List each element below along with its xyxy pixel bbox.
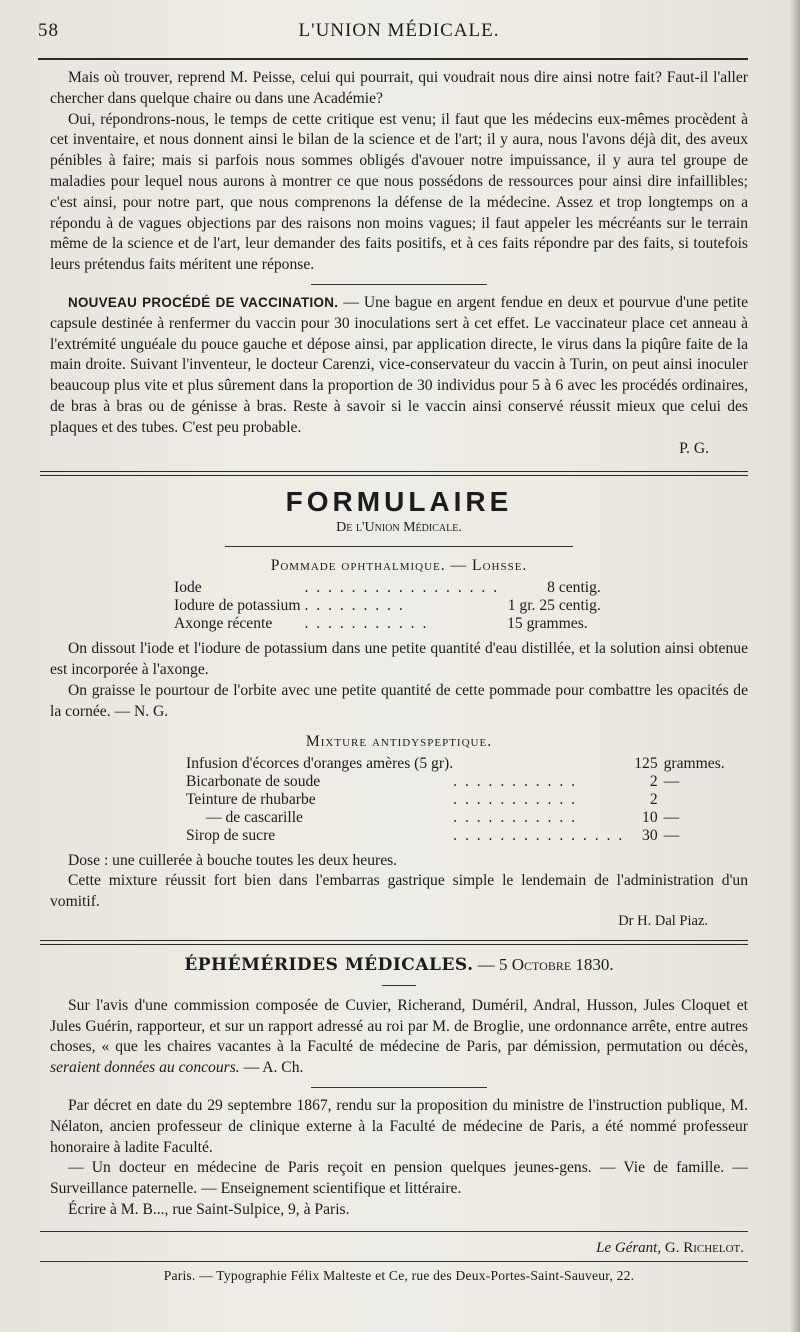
ingredient-quantity: 2 bbox=[649, 790, 658, 808]
table-row bbox=[174, 615, 601, 633]
leader-dots: . . . . . . . . . . . . . . . . . bbox=[304, 579, 500, 597]
recipe1-paragraph-1: On dissout l'iode et l'iodure de potassium dans une petite quantité d'eau distillée, et la solution ainsi obtenue est incorporée à l'axonge. bbox=[50, 640, 748, 679]
formulaire-rule bbox=[225, 546, 573, 547]
ingredient-unit: — bbox=[663, 826, 680, 844]
ephemerides-text-start: Sur l'avis d'une commission composée de Cuvier, Richerand, Duméril, Andral, Husson, Jules Cloquet et Jules Guérin, rapporteur, et sur un rapport adressé au roi par M. de Broglie, une ordonnance arrête, entre autres choses, « que les chaires vacantes à la Faculté de médecine de Paris, par démission, permutation ou décès, bbox=[50, 996, 748, 1056]
ingredient-name: Axonge récente bbox=[174, 615, 273, 633]
ephemerides-date: — 5 Octobre 1830. bbox=[473, 954, 614, 974]
ephemerides-rule bbox=[382, 985, 416, 986]
ingredient-unit: — bbox=[663, 808, 680, 826]
table-row bbox=[186, 827, 725, 845]
ingredient-name: Iode bbox=[174, 579, 202, 597]
ingredient-unit: grammes. bbox=[663, 754, 725, 772]
recipe2-title: Mixture antidyspeptique. bbox=[305, 732, 493, 750]
double-rule bbox=[40, 940, 748, 945]
table-row bbox=[186, 755, 725, 773]
leader-dots: . . . . . . . . . . . bbox=[304, 615, 429, 633]
double-rule bbox=[40, 471, 748, 476]
ingredient-quantity: 30 bbox=[642, 826, 658, 844]
ingredient-quantity: 15 grammes. bbox=[507, 615, 588, 633]
gerant-label: Le Gérant, bbox=[596, 1239, 662, 1256]
ingredient-name: — de cascarille bbox=[206, 808, 303, 826]
section-divider bbox=[311, 284, 487, 285]
footer-rule bbox=[40, 1231, 748, 1232]
ingredient-name: Bicarbonate de soude bbox=[186, 772, 321, 790]
recipe2-signature: Dr H. Dal Piaz. bbox=[618, 912, 708, 929]
ingredient-name: Infusion d'écorces d'oranges amères (5 gr). bbox=[186, 754, 454, 772]
ingredient-name: Teinture de rhubarbe bbox=[186, 790, 316, 808]
vaccination-article bbox=[50, 293, 748, 439]
table-row bbox=[186, 773, 725, 791]
footer-rule bbox=[40, 1261, 748, 1262]
vaccination-text: — Une bague en argent fendue en deux et pourvue d'une petite capsule destinée à renfermer du vaccin pour 30 inoculations sert à cet effet. Le vaccinateur place cet anneau à l'extrémité unguéale du pouce gauche et dépose ainsi, par application directe, le virus dans la piqûre faite de la main droite. Suivant l'inventeur, le docteur Carenzi, vice-conservateur du vaccin à Turin, on peut ainsi inoculer beaucoup plus vite et plus sûrement dans la proportion de 30 individus pour 5 à 6 avec les procédés ordinaires, de bras à bras ou de génisse à bras. Reste à savoir si le vaccin ainsi conservé réussit mieux que celui des plaques et des tubes. C'est peu probable. bbox=[50, 293, 748, 436]
ingredient-unit: — bbox=[663, 772, 680, 790]
intro-paragraph-1: Mais où trouver, reprend M. Peisse, celui qui pourrait, qui voudrait nous dire ainsi notre fait? Faut-il l'aller chercher dans quelque chaire ou dans une Académie? bbox=[50, 69, 748, 107]
news-paragraph-3: Écrire à M. B..., rue Saint-Sulpice, 9, à Paris. bbox=[68, 1200, 350, 1218]
section-divider bbox=[311, 1087, 487, 1088]
recipe2-table bbox=[186, 755, 725, 845]
ingredient-name: Iodure de potassium bbox=[174, 597, 301, 615]
news-paragraph-1: Par décret en date du 29 septembre 1867, rendu sur la proposition du ministre de l'instruction publique, M. Nélaton, ancien professeur de clinique externe à la Faculté de médecine de Paris, a été nommé professeur honoraire à ladite Faculté. bbox=[50, 1096, 748, 1156]
table-row bbox=[186, 809, 725, 827]
leader-dots: . . . . . . . . . bbox=[304, 597, 405, 615]
table-row bbox=[174, 579, 601, 597]
ingredient-quantity: 2 bbox=[649, 772, 658, 790]
recipe1-table bbox=[174, 579, 601, 633]
vaccination-signature-text: P. G. bbox=[679, 439, 710, 457]
header-rule bbox=[38, 58, 748, 60]
recipe2-paragraph-2: Cette mixture réussit fort bien dans l'embarras gastrique simple le lendemain de l'administration d'un vomitif. bbox=[50, 872, 748, 911]
leader-dots bbox=[453, 755, 624, 773]
leader-dots: . . . . . . . . . . . bbox=[453, 808, 578, 826]
ingredient-quantity: 8 centig. bbox=[547, 579, 601, 597]
gerant-line bbox=[50, 1240, 748, 1257]
ingredient-quantity: 1 gr. 25 centig. bbox=[507, 597, 601, 615]
news-paragraph-2: — Un docteur en médecine de Paris reçoit en pension quelques jeunes-gens. — Vie de famille. — Surveillance paternelle. — Enseignement scientifique et littéraire. bbox=[50, 1159, 748, 1198]
imprint: Paris. — Typographie Félix Malteste et Ce, rue des Deux-Portes-Saint-Sauveur, 22. bbox=[163, 1267, 635, 1283]
ingredient-quantity: 125 bbox=[634, 754, 658, 772]
ephemerides-text-end: — A. Ch. bbox=[239, 1059, 304, 1077]
ingredient-quantity: 10 bbox=[642, 808, 658, 826]
formulaire-subtitle: De l'Union Médicale. bbox=[336, 520, 462, 536]
running-header bbox=[38, 14, 748, 44]
leader-dots: . . . . . . . . . . . . . . . bbox=[453, 826, 625, 844]
gerant-name: G. Richelot. bbox=[661, 1239, 744, 1256]
leader-dots: . . . . . . . . . . . bbox=[453, 772, 578, 790]
vaccination-heading: NOUVEAU PROCÉDÉ DE VACCINATION. bbox=[68, 294, 339, 310]
table-row bbox=[186, 791, 725, 809]
recipe1-title: Pommade ophthalmique. — Lohsse. bbox=[270, 557, 528, 575]
vaccination-signature bbox=[50, 439, 748, 460]
ephemerides-paragraph bbox=[50, 996, 748, 1079]
ingredient-unit bbox=[664, 791, 725, 809]
formulaire-title: FORMULAIRE bbox=[285, 486, 513, 518]
page-edge-shadow bbox=[790, 0, 800, 1332]
ingredient-name: Sirop de sucre bbox=[186, 826, 276, 844]
recipe1-paragraph-2: On graisse le pourtour de l'orbite avec une petite quantité de cette pommade pour combattre les opacités de la cornée. — N. G. bbox=[50, 681, 748, 720]
intro-paragraph-2: Oui, répondrons-nous, le temps de cette critique est venu; il faut que les médecins eux-mêmes procèdent à cet inventaire, et nous donnent ainsi le bilan de la science et de l'art; il y aura, nous l'avons déjà dit, des aveux pénibles à faire; mais si parfois nous sommes obligés d'avouer notre impuissance, il y aura tel groupe de maladies pour lequel nous aurons à montrer ce que nous possédons de ressources pour ainsi dire infaillibles; c'est ainsi, pour notre part, que nous comprenons la défense de la médecine. Assez et trop longtemps on a répondu à de vagues objections par des raisons non moins vagues; il faut appeler les mécréants sur le terrain même de la science et de l'art, leur demander des faits positifs, et à ces faits répondre par des faits, si toutefois leurs prétendus faits méritent une réponse. bbox=[50, 110, 748, 274]
ephemerides-header bbox=[50, 955, 748, 975]
ephemerides-title: ÉPHÉMÉRIDES MÉDICALES. bbox=[184, 954, 474, 975]
table-row bbox=[174, 597, 601, 615]
leader-dots: . . . . . . . . . . . bbox=[453, 790, 578, 808]
journal-title: L'UNION MÉDICALE. bbox=[298, 20, 500, 41]
recipe2-paragraph-1: Dose : une cuillerée à bouche toutes les deux heures. bbox=[68, 851, 398, 869]
page-number: 58 bbox=[38, 20, 59, 41]
ephemerides-text-italic: seraient données au concours. bbox=[50, 1059, 240, 1077]
